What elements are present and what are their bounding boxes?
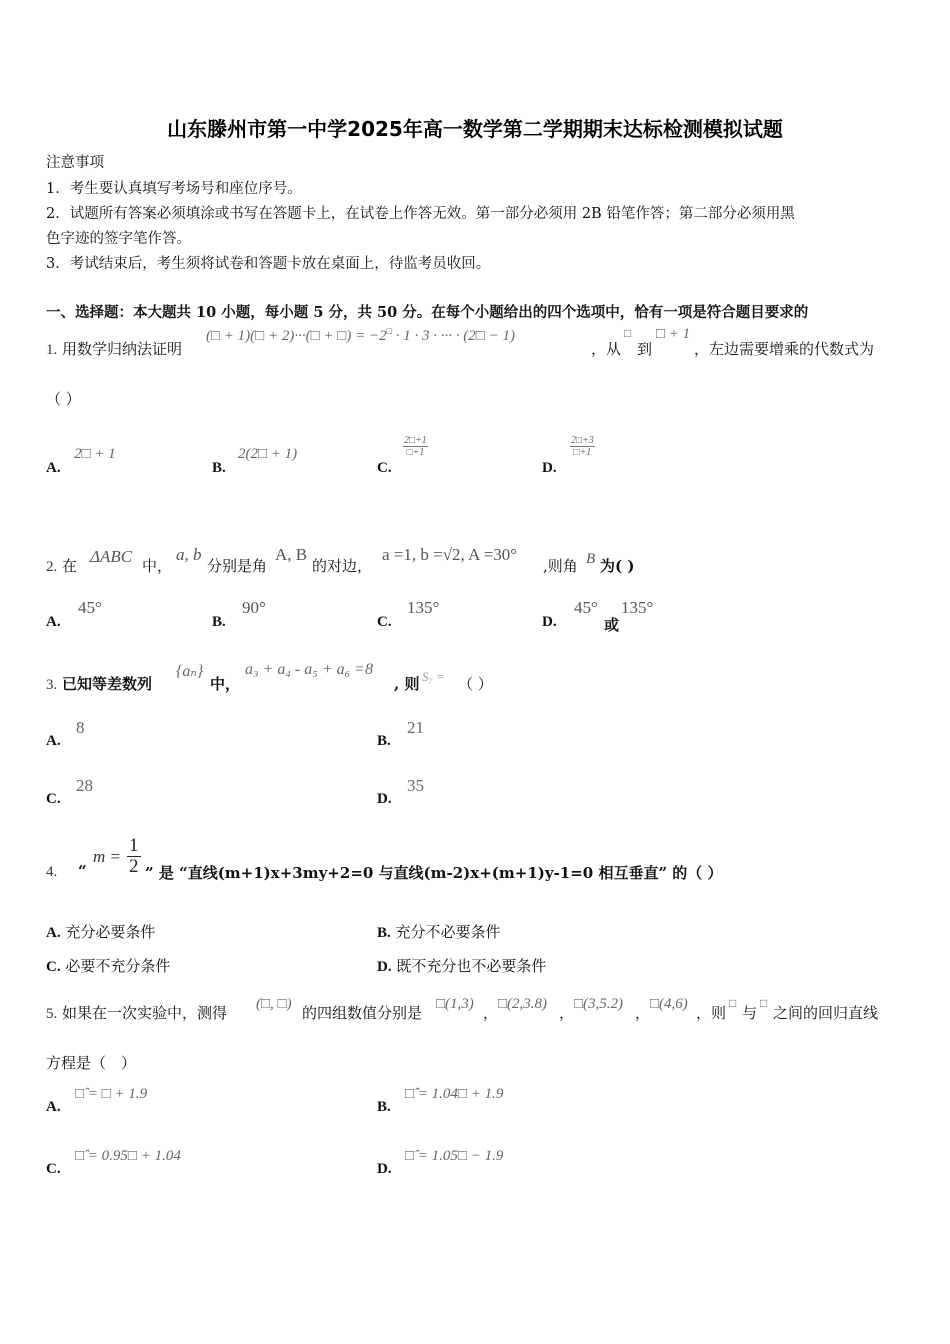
q2-option-d-value2[interactable]: 135° <box>621 598 654 617</box>
question-text: 用数学归纳法证明 <box>62 340 183 358</box>
q2-option-b-label[interactable]: B. <box>212 614 226 630</box>
q2-option-c-label[interactable]: C. <box>377 614 392 630</box>
q5-point-3: □(3,5.2) <box>574 996 624 1012</box>
q5-text: 与 <box>742 1004 758 1022</box>
q3-option-b-value[interactable]: 21 <box>407 718 424 737</box>
q5-option-a-label[interactable]: A. <box>46 1099 61 1115</box>
section-heading: 一、选择题：本大题共 10 小题，每小题 5 分，共 50 分。在每个小题给出的四个选项中，恰有一项是符合题目要求的 <box>46 304 809 321</box>
q4-option-c[interactable]: C. 必要不充分条件 <box>46 957 171 975</box>
q4-option-b[interactable]: B. 充分不必要条件 <box>377 923 501 941</box>
q3-option-c-label[interactable]: C. <box>46 791 61 807</box>
question-3: 3. 已知等差数列 <box>46 675 153 693</box>
q2-text: 的对边， <box>312 557 373 575</box>
q1-suffix: ，左边需要增乘的代数式为 <box>694 340 875 358</box>
question-4 <box>46 862 57 881</box>
q3-option-a-value[interactable]: 8 <box>76 718 85 737</box>
q1-formula: (□ + 1)(□ + 2)···(□ + □) = −2□ · 1 · 3 · ··· · (2□ − 1) <box>206 326 515 344</box>
q1-option-d-value[interactable]: $\frac{2□+3}{□+1}$ <box>571 435 594 458</box>
q5-point-4: □(4,6) <box>650 996 688 1012</box>
question-number: 1. <box>46 342 58 358</box>
q5-option-d-label[interactable]: D. <box>377 1161 392 1177</box>
q3-sum: S₇ = <box>422 669 446 684</box>
q5-pair: (□, □) <box>256 996 292 1012</box>
q2-option-b-value[interactable]: 90° <box>242 598 266 617</box>
question-number: 4. <box>46 864 58 880</box>
q2-text: ,则角 <box>543 557 578 575</box>
q1-option-a-value[interactable]: 2□ + 1 <box>74 446 116 462</box>
q2-angle-b: B <box>586 551 596 567</box>
q5-option-c-label[interactable]: C. <box>46 1161 61 1177</box>
q3-option-a-label[interactable]: A. <box>46 733 61 749</box>
q3-option-c-value[interactable]: 28 <box>76 776 93 795</box>
note-item-1: 1．考生要认真填写考场号和座位序号。 <box>46 181 302 197</box>
q5-sep: ， <box>559 1004 575 1022</box>
question-number: 5. <box>46 1006 58 1022</box>
question-2: 2. 在 <box>46 557 78 575</box>
q2-option-d-joiner: 或 <box>604 616 620 634</box>
q1-option-b-label[interactable]: B. <box>212 460 226 476</box>
q3-option-b-label[interactable]: B. <box>377 733 391 749</box>
q4-m-lhs: m = <box>93 847 121 866</box>
q5-text: 的四组数值分别是 <box>302 1004 423 1022</box>
q5-var-2: □ <box>760 996 768 1010</box>
q2-option-a-value[interactable]: 45° <box>78 598 102 617</box>
q5-option-b-label[interactable]: B. <box>377 1099 391 1115</box>
q1-option-b-value[interactable]: 2(2□ + 1) <box>238 446 298 462</box>
q1-option-d-label[interactable]: D. <box>542 460 557 476</box>
q1-option-c-label[interactable]: C. <box>377 460 392 476</box>
q3-condition: a₃ + a₄ - a₅ + a₆ =8 <box>245 661 373 678</box>
q5-sep: ， <box>483 1004 499 1022</box>
q2-option-c-value[interactable]: 135° <box>407 598 440 617</box>
note-item-3: 3．考试结束后，考生须将试卷和答题卡放在桌面上，待监考员收回。 <box>46 256 491 272</box>
q4-open-quote: “ <box>78 862 87 880</box>
q2-option-d-label[interactable]: D. <box>542 614 557 630</box>
q2-triangle: ΔABC <box>90 547 133 566</box>
q4-text: ” 是 “直线(m+1)x+3my+2=0 与直线(m-2)x+(m+1)y-1=0 相互垂直” 的（ ） <box>145 864 723 882</box>
q2-text: 分别是角 <box>207 557 268 575</box>
q5-line-2: 方程是（ ） <box>46 1054 137 1072</box>
q3-text: 中， <box>210 675 241 693</box>
q5-point-2: □(2,3.8) <box>498 996 548 1012</box>
question-1 <box>46 338 182 359</box>
q2-angles: A, B <box>275 545 308 564</box>
q2-option-d-value[interactable]: 45° <box>574 598 598 617</box>
q5-option-a-value[interactable]: □̂ = □ + 1.9 <box>75 1086 148 1102</box>
q5-text: ，则 <box>696 1004 727 1022</box>
q5-option-b-value[interactable]: □̂ = 1.04□ + 1.9 <box>405 1086 504 1102</box>
q2-given: a =1, b =√2, A =30° <box>382 545 518 564</box>
q1-text-from: ，从 <box>591 340 622 358</box>
q5-text: 之间的回归直线 <box>773 1004 879 1022</box>
q2-option-a-label[interactable]: A. <box>46 614 61 630</box>
q3-option-d-value[interactable]: 35 <box>407 776 424 795</box>
q2-sides: a, b <box>176 545 202 564</box>
q4-fraction: $\frac{1}{2}$ <box>129 835 139 877</box>
q5-point-1: □(1,3) <box>436 996 474 1012</box>
notes-heading: 注意事项 <box>46 155 104 171</box>
q5-var-1: □ <box>729 996 737 1010</box>
q5-option-c-value[interactable]: □̂ = 0.95□ + 1.04 <box>75 1148 181 1164</box>
q3-sequence: {aₙ} <box>176 663 204 680</box>
document-title: 山东滕州市第一中学2025年高一数学第二学期期末达标检测模拟试题 <box>167 117 783 141</box>
question-number: 2. <box>46 559 58 575</box>
q4-option-a[interactable]: A. 充分必要条件 <box>46 923 156 941</box>
q1-option-a-label[interactable]: A. <box>46 460 61 476</box>
note-item-2-cont: 色字迹的签字笔作答。 <box>46 231 191 247</box>
note-item-2: 2．试题所有答案必须填涂或书写在答题卡上，在试卷上作答无效。第一部分必须用 2B 铅笔作答；第二部分必须用黑 <box>46 206 795 222</box>
q5-option-d-value[interactable]: □̂ = 1.05□ − 1.9 <box>405 1148 504 1164</box>
q1-answer-paren: （ ） <box>46 390 81 408</box>
q1-option-c-value[interactable]: $\frac{2□+1}{□+1}$ <box>404 435 427 458</box>
question-5: 5. 如果在一次实验中，测得 <box>46 1004 228 1022</box>
q5-sep: ， <box>635 1004 651 1022</box>
q1-text-to: 到 <box>637 340 653 358</box>
q1-var-from: □ <box>624 326 632 340</box>
q2-text: 中， <box>142 557 173 575</box>
question-number: 3. <box>46 677 58 693</box>
q4-option-d[interactable]: D. 既不充分也不必要条件 <box>377 957 547 975</box>
q3-text: , 则 <box>394 675 420 693</box>
q3-option-d-label[interactable]: D. <box>377 791 392 807</box>
q2-text: 为( ) <box>600 557 635 575</box>
q1-var-to: □ + 1 <box>656 326 691 342</box>
q3-text: （ ） <box>458 675 493 693</box>
